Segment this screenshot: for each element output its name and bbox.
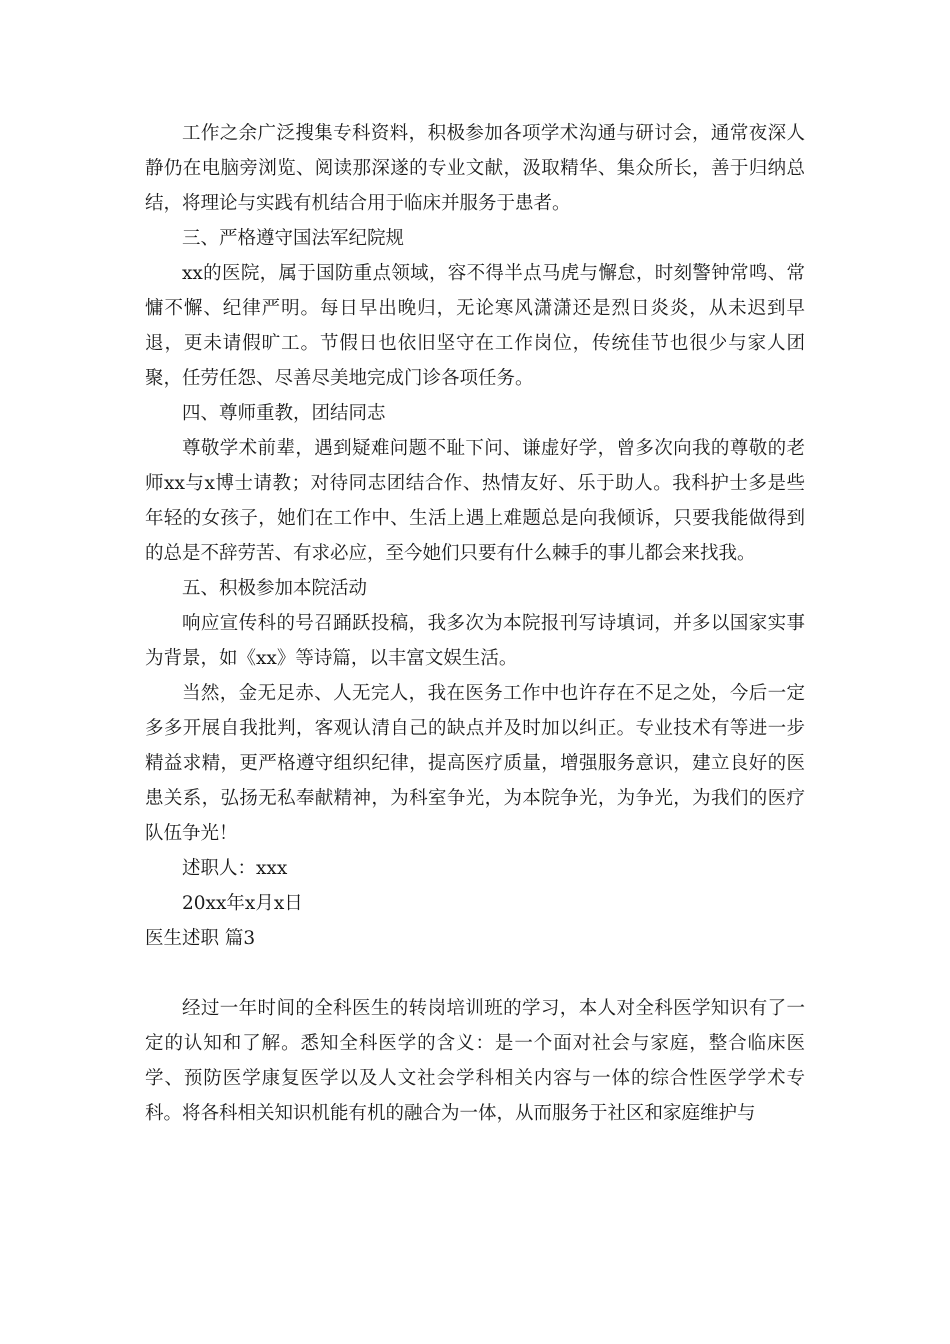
paragraph-research: 工作之余广泛搜集专科资料，积极参加各项学术沟通与研讨会，通常夜深人静仍在电脑旁浏览、阅读那深遂的专业文献，汲取精华、集众所长，善于归纳总结，将理论与实践有机结合用于临床并服务于患者。 xyxy=(145,123,805,214)
heading-section-5: 五、积极参加本院活动 xyxy=(182,578,368,599)
signature-line: 述职人：xxx xyxy=(182,858,288,879)
paragraph-respect-teachers: 尊敬学术前辈，遇到疑难问题不耻下问、谦虚好学，曾多次向我的尊敬的老师xx与x博士请教；对待同志团结合作、热情友好、乐于助人。我科护士多是些年轻的女孩子，她们在工作中、生活上遇上难题总是向我倾诉，只要我能做得到的总是不辞劳苦、有求必应，至今她们只要有什么棘手的事儿都会来找我。 xyxy=(145,438,805,564)
blank-line xyxy=(145,956,805,991)
heading-section-3: 三、严格遵守国法军纪院规 xyxy=(182,228,405,249)
paragraph-general-practice: 经过一年时间的全科医生的转岗培训班的学习，本人对全科医学知识有了一定的认知和了解。悉知全科医学的含义：是一个面对社会与家庭，整合临床医学、预防医学康复医学以及人文社会学科相关内容与一体的综合性医学学术专科。将各科相关知识机能有机的融合为一体，从而服务于社区和家庭维护与 xyxy=(145,998,805,1124)
paragraph-conclusion: 当然，金无足赤、人无完人，我在医务工作中也许存在不足之处，今后一定多多开展自我批判，客观认清自己的缺点并及时加以纠正。专业技术有等进一步精益求精，更严格遵守组织纪律，提高医疗质量，增强服务意识，建立良好的医患关系，弘扬无私奉献精神，为科室争光，为本院争光，为争光，为我们的医疗队伍争光！ xyxy=(145,683,805,844)
section-title: 医生述职 篇3 xyxy=(145,928,256,949)
heading-section-4: 四、尊师重教，团结同志 xyxy=(182,403,386,424)
document-page xyxy=(145,116,805,1131)
paragraph-discipline: xx的医院，属于国防重点领域，容不得半点马虎与懈怠，时刻警钟常鸣、常慵不懈、纪律严明。每日早出晚归，无论寒风潇潇还是烈日炎炎，从未迟到早退，更未请假旷工。节假日也依旧坚守在工作岗位，传统佳节也很少与家人团聚，任劳任怨、尽善尽美地完成门诊各项任务。 xyxy=(145,263,805,389)
paragraph-activities: 响应宣传科的号召踊跃投稿，我多次为本院报刊写诗填词，并多以国家实事为背景，如《xx》等诗篇，以丰富文娱生活。 xyxy=(145,613,805,669)
date-line: 20xx年x月x日 xyxy=(182,893,303,914)
